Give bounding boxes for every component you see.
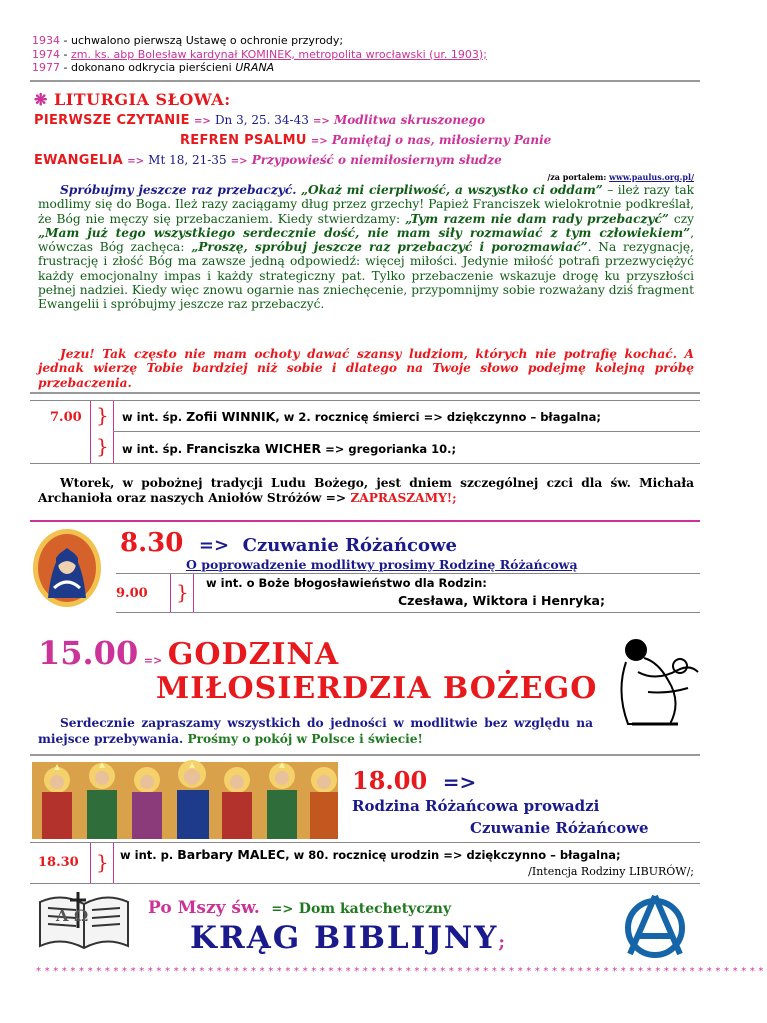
rosary-1800-line2: Czuwanie Różańcowe: [470, 819, 649, 837]
divider: [30, 80, 700, 82]
mass-1830-box: [30, 842, 700, 884]
tuesday-invite: ZAPRASZAMY!;: [350, 491, 457, 505]
reflection-body: , wówczas Bóg zachęca:: [38, 225, 694, 255]
rosary-830-time: 8.30: [120, 528, 184, 558]
pieta-icon: [608, 632, 704, 730]
intention-name: Zofii WINNIK: [186, 409, 276, 424]
rosary-1800-line1: Rodzina Różańcowa prowadzi: [352, 797, 600, 815]
mercy-plea: Prośmy o pokój w Polsce i świecie!: [187, 732, 423, 746]
source-link[interactable]: www.paulus.org.pl/: [609, 172, 694, 182]
bible-icon: [36, 888, 132, 952]
history-list: [32, 34, 487, 75]
arrow-icon: =>: [230, 156, 248, 167]
rosary-1800-time: 18.00: [352, 766, 428, 795]
intention-pre: w int. śp.: [122, 442, 183, 456]
reflection-quote: „Mam już tego wszystkiego serdecznie dość, nie mam siły rozmawiać z tym człowiekiem”: [38, 225, 691, 240]
liturgy-heading: [34, 90, 231, 109]
mercy-invite-text: Serdecznie zapraszamy wszystkich do jedności w modlitwie bez względu na miejsce przebywania.: [38, 716, 593, 746]
reflection-quote: „Okaż mi cierpliwość, a wszystko ci oddam”: [300, 183, 603, 197]
psalm-title: Pamiętaj o nas, miłosierny Panie: [331, 133, 552, 147]
tuesday-note-text: Wtorek, w pobożnej tradycji Ludu Bożego, jest dniem szczególnej czci dla św. Michała Archanioła oraz naszych Aniołów Stróżów =>: [38, 476, 694, 505]
arrow-icon: =>: [313, 116, 330, 127]
intention-post: , w 2. rocznicę śmierci => dziękczynno – błagalna;: [275, 410, 601, 424]
rosary-830-title: Czuwanie Różańcowe: [242, 535, 457, 556]
mass-time: 9.00: [116, 586, 148, 601]
arrow-icon: =>: [127, 156, 144, 167]
history-item: 1934 - uchwalono pierwszą Ustawę o ochronie przyrody;: [32, 34, 344, 47]
psalm: [180, 133, 551, 148]
bible-after-mass: Po Mszy św.: [148, 898, 260, 918]
intention: [120, 847, 621, 862]
intention-post: => gregorianka 10.;: [321, 442, 457, 456]
arrow-icon: =>: [310, 136, 328, 147]
reflection-text: [38, 183, 694, 312]
rosary-830-subtitle: O poprowadzenie modlitwy prosimy Rodzinę Różańcową: [186, 557, 578, 572]
brace-icon: }: [96, 403, 109, 427]
brace-icon: }: [96, 850, 109, 874]
gospel-label: EWANGELIA: [34, 153, 124, 168]
reflection-body: czy: [668, 211, 695, 226]
intention-note: /Intencja Rodziny LIBURÓW/;: [528, 865, 694, 878]
divider: [30, 392, 700, 394]
history-year: 1934: [32, 34, 60, 47]
history-text-em: URANA: [235, 61, 275, 74]
mercy-title-2: MIŁOSIERDZIA BOŻEGO: [156, 671, 598, 706]
source-prefix: /za portalem:: [547, 172, 607, 182]
reflection-body: . Na rezygnację, frustrację i złość Bóg ma zawsze jedną odpowiedź: więcej miłości. Jedynie miłość potrafi przezwyciężyć każdy emocjonalny impas i każdy strategiczny pat. Tylko przebaczenie wskazuje drogę ku przyszłości pełnej nadziei. Kiedy więc znowu ogarnie nas zniechęcenie, przypomnijmy sobie rozważany dziś fragment Ewangelii i spróbujmy jeszcze raz przebaczyć.: [38, 240, 694, 312]
intention: [122, 409, 601, 424]
arrow-icon: =>: [198, 535, 230, 556]
history-year: 1974: [32, 47, 60, 61]
psalm-label: REFREN PSALMU: [180, 133, 307, 148]
arrow-icon: =>: [143, 654, 163, 667]
history-item: 1977 - dokonano odkrycia pierścieni URANA: [32, 61, 275, 74]
mercy-heading-line1: [38, 634, 339, 672]
reflection-body: – ileż razy tak modlimy się do Boga. Ileż razy zaciągamy dług przez grzechy! Papież Franciszek wielokrotnie podkreślał, że Bóg nie męczy się przebaczaniem. Kiedy stwierdzamy:: [38, 183, 695, 226]
first-reading: [34, 113, 485, 128]
source-credit: [547, 172, 694, 182]
history-item: 1974 - zm. ks. abp Bolesław kardynał KOMINEK, metropolita wrocławski (ur. 1903);: [32, 47, 487, 61]
history-text: uchwalono pierwszą Ustawę o ochronie przyrody;: [70, 34, 344, 47]
rosary-830-heading: [120, 528, 457, 558]
history-text: zm. ks. abp Bolesław kardynał KOMINEK, metropolita wrocławski (ur. 1903);: [70, 47, 487, 61]
mass-time: 7.00: [50, 410, 82, 425]
mary-icon: [32, 528, 102, 608]
brace-icon: }: [176, 580, 189, 604]
alpha-omega-icon: [620, 894, 690, 958]
intention-pre: w int. śp.: [122, 410, 183, 424]
bible-circle-title: KRĄG BIBLIJNY;: [190, 920, 508, 956]
rosary-1800-heading: [352, 766, 476, 795]
reflection-quote: „Proszę, spróbuj jeszcze raz przebaczyć i porozmawiać”: [191, 240, 588, 255]
intention-pre: w int. p.: [120, 848, 174, 862]
mercy-time: 15.00: [38, 634, 139, 672]
reflection-quote: „Tym razem nie dam rady przebaczyć”: [405, 211, 669, 226]
bible-letters: A Ω: [56, 906, 89, 925]
history-year: 1977: [32, 61, 60, 74]
tuesday-note: [38, 476, 694, 506]
intention-name: Barbary MALEC: [177, 847, 286, 862]
mass-700-box: [30, 400, 700, 464]
intention-post: , w 80. rocznicę urodzin => dziękczynno – błagalna;: [285, 848, 621, 862]
prayer-text: Jezu! Tak często nie mam ochoty dawać szansy ludziom, których nie potrafię kochać. A jednak wierzę Tobie bardziej niż sobie i dlatego na Twoje słowo podejmę kolejną próbę przebaczenia.: [38, 347, 694, 390]
history-text: dokonano odkrycia pierścieni: [70, 61, 232, 74]
arrow-icon: =>: [271, 902, 294, 917]
first-reading-title: Modlitwa skruszonego: [334, 113, 486, 127]
mass-time: 18.30: [38, 855, 79, 870]
first-reading-ref: Dn 3, 25. 34-43: [214, 113, 309, 127]
intention: w int. o Boże błogosławieństwo dla Rodzin:: [206, 576, 487, 590]
gospel-ref: Mt 18, 21-35: [148, 153, 227, 167]
intention-names: Czesława, Wiktora i Henryka;: [398, 593, 605, 608]
divider: [30, 520, 700, 522]
liturgy-bullet-icon: ❋: [34, 90, 48, 109]
bible-circle-line: [148, 898, 451, 918]
star-border: *************************************************************************************: [36, 966, 767, 977]
liturgy-heading-text: LITURGIA SŁOWA:: [53, 90, 231, 109]
reflection-lead: Spróbujmy jeszcze raz przebaczyć.: [60, 183, 297, 197]
arrow-icon: =>: [442, 770, 477, 794]
mercy-invite: [38, 715, 593, 747]
brace-icon: }: [96, 434, 109, 458]
intention-name: Franciszka WICHER: [186, 441, 322, 456]
divider: [30, 754, 700, 756]
first-reading-label: PIERWSZE CZYTANIE: [34, 113, 190, 128]
pentecost-image: [32, 762, 338, 839]
bible-circle-title-text: KRĄG BIBLIJNY: [190, 920, 499, 956]
mass-900-box: [116, 573, 700, 613]
gospel: [34, 153, 502, 168]
gospel-title: Przypowieść o niemiłosiernym słudze: [251, 153, 502, 167]
intention: [122, 441, 456, 456]
arrow-icon: =>: [193, 116, 211, 127]
bible-place: Dom katechetyczny: [298, 901, 452, 917]
mercy-title-1: GODZINA: [167, 637, 340, 672]
